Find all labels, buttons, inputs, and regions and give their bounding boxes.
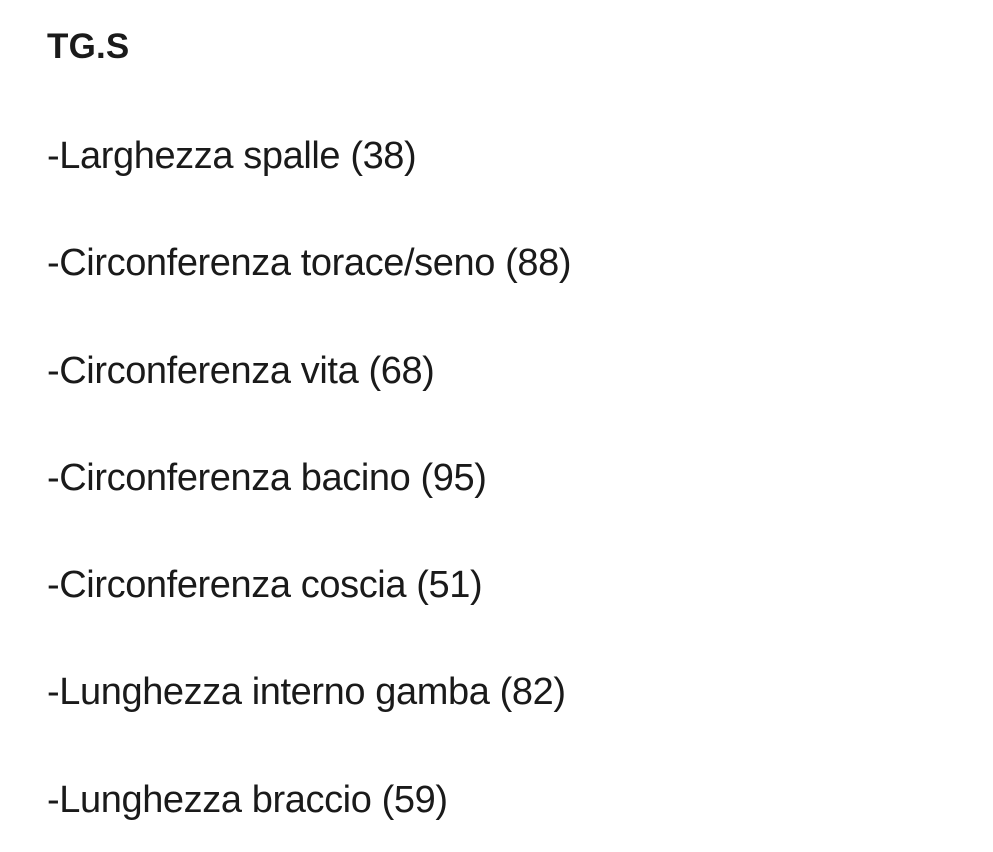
measurement-line-waist-circumference: -Circonferenza vita (68) [47, 349, 435, 392]
measurement-line-thigh-circumference: -Circonferenza coscia (51) [47, 564, 483, 607]
size-title: TG.S [47, 27, 130, 66]
measurement-line-shoulder-width: -Larghezza spalle (38) [47, 135, 417, 177]
measurement-line-arm-length: -Lunghezza braccio (59) [47, 778, 448, 821]
measurement-line-hip-circumference: -Circonferenza bacino (95) [47, 456, 487, 499]
measurement-line-chest-circumference: -Circonferenza torace/seno (88) [47, 242, 572, 285]
measurement-line-inseam-length: -Lunghezza interno gamba (82) [47, 671, 566, 714]
